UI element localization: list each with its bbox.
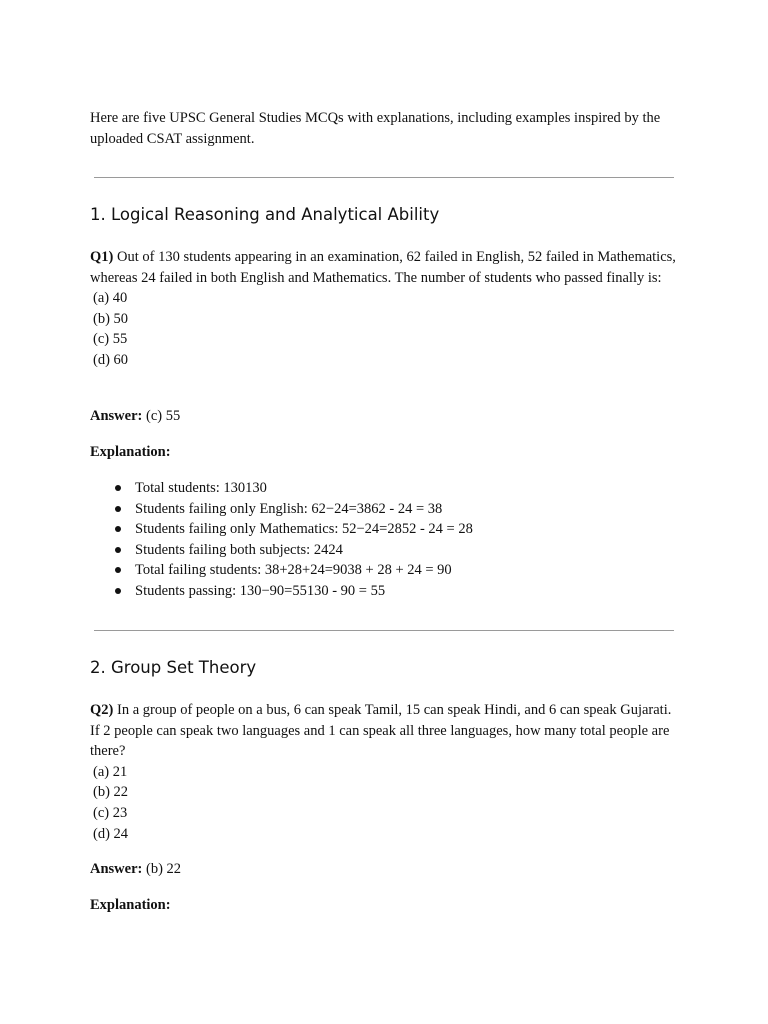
option-item: (a) 40 [93, 290, 128, 307]
question-block [90, 700, 680, 844]
explanation-list [90, 478, 690, 602]
intro-paragraph: Here are five UPSC General Studies MCQs with explanations, including examples inspired by the uploaded CSAT assignment. [90, 110, 661, 147]
options-list [90, 762, 680, 844]
option-item: (b) 22 [93, 784, 129, 801]
list-item: Students failing only Mathematics: 52−24=2852 - 24 = 28 [90, 519, 690, 540]
question-text: Out of 130 students appearing in an examination, 62 failed in English, 52 failed in Mathematics, whereas 24 failed in both English and Mathematics. The number of students who passed finally is: [90, 249, 676, 286]
list-item: Students failing both subjects: 2424 [90, 540, 690, 561]
divider [94, 630, 674, 631]
explanation-label: Explanation: [90, 897, 171, 913]
list-item: Students passing: 130−90=55130 - 90 = 55 [90, 581, 690, 602]
answer-line [90, 406, 680, 427]
answer-label: Answer: [90, 861, 143, 877]
list-item: Total failing students: 38+28+24=9038 + 28 + 24 = 90 [90, 560, 690, 581]
option-item: (c) 23 [93, 804, 128, 821]
option-item: (b) 50 [93, 310, 129, 327]
divider [94, 177, 674, 178]
list-item: Total students: 130130 [90, 478, 690, 499]
explanation-heading [90, 442, 680, 463]
section-heading: 1. Logical Reasoning and Analytical Ability [90, 205, 440, 224]
question-label: Q2) [90, 702, 114, 718]
section-heading: 2. Group Set Theory [90, 658, 257, 677]
option-item: (d) 60 [93, 351, 129, 368]
option-item: (c) 55 [93, 331, 128, 348]
explanation-heading [90, 895, 680, 916]
answer-label: Answer: [90, 408, 143, 424]
question-block [90, 247, 680, 371]
option-item: (a) 21 [93, 763, 128, 780]
answer-line [90, 859, 680, 880]
answer-value: (b) 22 [142, 861, 182, 877]
list-item: Students failing only English: 62−24=3862 - 24 = 38 [90, 499, 690, 520]
options-list [90, 288, 680, 370]
explanation-label: Explanation: [90, 444, 171, 460]
option-item: (d) 24 [93, 825, 129, 842]
question-text: In a group of people on a bus, 6 can speak Tamil, 15 can speak Hindi, and 6 can speak Gujarati. If 2 people can speak two languages and 1 can speak all three languages, how many total people are there? [90, 702, 672, 760]
question-label: Q1) [90, 249, 114, 265]
answer-value: (c) 55 [142, 408, 181, 424]
